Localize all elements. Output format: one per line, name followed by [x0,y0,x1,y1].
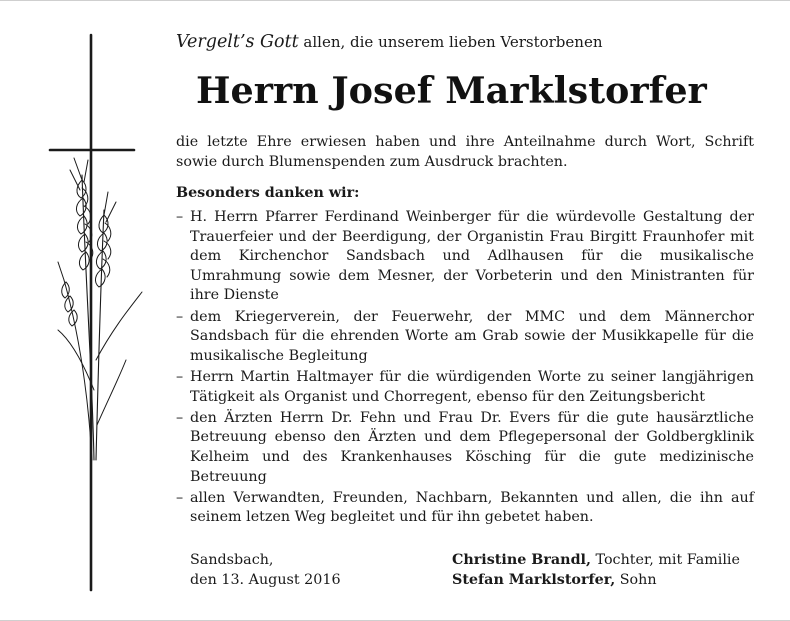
list-item [176,409,754,487]
signatory-1-name: Christine Brandl, [452,552,591,568]
signatory-1 [452,550,740,570]
intro-text: allen, die unserem lieben Verstorbenen [298,33,603,51]
signatory-2-name: Stefan Marklstorfer, [452,572,616,588]
place-date-block [190,550,341,590]
list-dash: – [176,409,184,426]
list-item-text: dem Kriegerverein, der Feuerwehr, der MMC und dem Männerchor Sandsbach für die ehrenden Worte am Grab sowie der Musikkapelle für die musikalische Begleitung [190,308,754,364]
list-item-text: Herrn Martin Haltmayer für die würdigenden Worte zu seiner langjährigen Tätigkeit als Organist und Chorregent, ebenso für den Zeitungsbericht [190,368,754,405]
list-item-text: H. Herrn Pfarrer Ferdinand Weinberger für die würdevolle Gestaltung der Trauerfeier und der Beerdigung, der Organistin Frau Birgitt Fraunhofer mit dem Kirchenchor Sandsbach und Adlhausen für die musikalische Umrahmung sowie dem Mesner, der Vorbeterin und den Ministranten für ihre Dienste [190,209,754,304]
list-item-text: den Ärzten Herrn Dr. Fehn und Frau Dr. Evers für die gute hausärztliche Betreuung ebenso den Ärzten und dem Pflegepersonal der Goldbergklinik Kelheim und des Krankenhauses Kösching für die gute medizinische Betreuung [190,409,754,485]
acknowledgement-paragraph: die letzte Ehre erwiesen haben und ihre Anteilnahme durch Wort, Schrift sowie durch Blumenspenden zum Ausdruck brachten. [176,134,754,170]
list-item [176,208,754,306]
list-item-text: allen Verwandten, Freunden, Nachbarn, Bekannten und allen, die ihn auf seinem letzen Weg begleitet und für ihn gebetet haben. [190,489,754,526]
cross-with-wheat-icon [42,30,152,600]
list-dash: – [176,209,184,225]
place-text: Sandsbach, [190,552,274,568]
intro-line [176,31,766,53]
intro-italic: Vergelt’s Gott [176,32,299,52]
signatories-block [452,550,740,590]
list-item [176,368,754,407]
signatory-2-role: Sohn [615,572,657,588]
signatory-1-role: Tochter, mit Familie [590,552,740,568]
thanks-list [176,208,754,529]
deceased-name: Herrn Josef Marklstorfer [196,69,707,112]
list-item [176,308,754,367]
list-dash: – [176,489,184,506]
date-text: den 13. August 2016 [190,572,341,588]
thanks-heading: Besonders danken wir: [176,185,360,201]
signatory-2 [452,570,740,590]
top-border [0,0,790,1]
list-dash: – [176,368,184,385]
list-dash: – [176,308,184,325]
list-item [176,489,754,528]
